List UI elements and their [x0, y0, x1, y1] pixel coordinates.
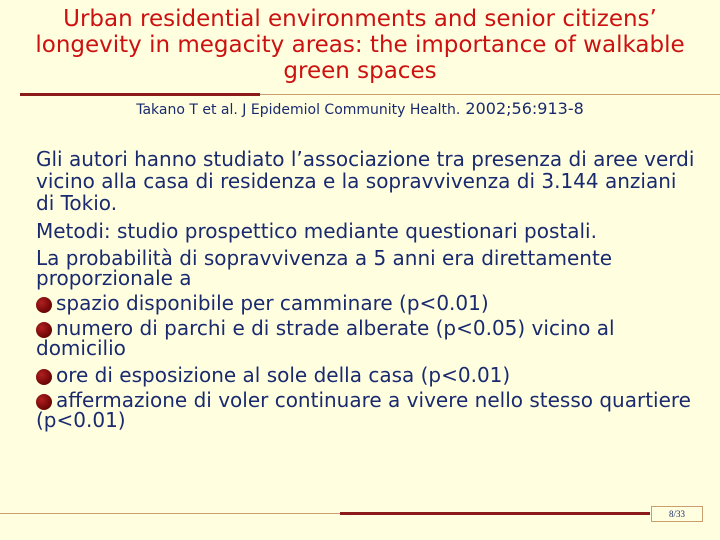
paragraph: Gli autori hanno studiato l’associazione tra presenza di aree verdi vicino alla casa di residenza e la sopravvivenza di 3.144 anziani di Tokio. — [36, 147, 695, 215]
bullet-text: spazio disponibile per camminare (p<0.01) — [56, 291, 489, 315]
footer-divider-dark — [340, 512, 650, 515]
bullet-text: affermazione di voler continuare a vivere nello stesso quartiere (p<0.01) — [36, 388, 691, 432]
bullet-item — [36, 390, 696, 430]
page-number: 8/33 — [651, 506, 703, 522]
slide-title: Urban residential environments and senior citizens’ longevity in megacity areas: the importance of walkable green spaces — [35, 6, 685, 84]
bullet-item — [36, 292, 696, 314]
red-sphere-bullet-icon — [36, 297, 52, 313]
bullet-text: numero di parchi e di strade alberate (p<0.05) vicino al domicilio — [36, 316, 615, 360]
title-divider-dark — [20, 93, 260, 96]
title-divider-light — [260, 94, 720, 95]
citation-ref: 2002;56:913-8 — [460, 99, 584, 118]
paragraph: La probabilità di sopravvivenza a 5 anni era direttamente proporzionale a — [36, 246, 613, 290]
bullet-item — [36, 364, 696, 386]
red-sphere-bullet-icon — [36, 369, 52, 385]
bullet-item — [36, 318, 696, 358]
citation-authors: Takano T et al. J Epidemiol Community Health. — [136, 102, 461, 118]
citation — [0, 99, 720, 118]
bullet-text: ore di esposizione al sole della casa (p<0.01) — [56, 363, 511, 387]
slide-body — [36, 148, 696, 434]
paragraph: Metodi: studio prospettico mediante questionari postali. — [36, 219, 597, 243]
footer-divider-light — [0, 513, 340, 514]
